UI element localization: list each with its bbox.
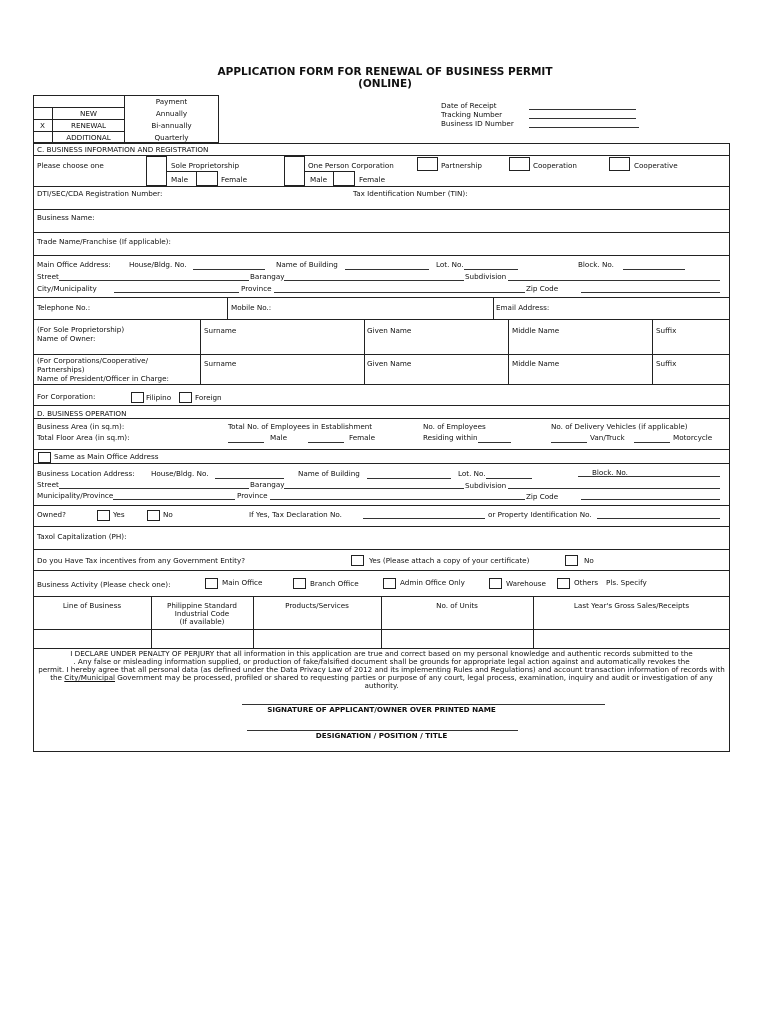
main-city-label: City/Municipality — [37, 284, 97, 293]
loc-muni-label: Municipality/Province — [37, 491, 114, 500]
declaration-line-5: authority. — [364, 681, 399, 690]
payment-header: Payment — [155, 97, 188, 106]
employees-label: Total No. of Employees in Establishment — [228, 422, 373, 431]
loc-barangay-label: Barangay — [250, 480, 285, 489]
dti-label: DTI/SEC/CDA Registration Number: — [37, 189, 163, 198]
loc-building-label: Name of Building — [298, 469, 360, 478]
date-of-receipt-field[interactable] — [529, 109, 636, 110]
sole-proprietorship-label: Sole Proprietorship — [171, 161, 240, 170]
table-header-gross-sales: Last Year's Gross Sales/Receipts — [573, 601, 690, 610]
option-renewal[interactable]: RENEWAL — [70, 121, 107, 130]
foreign-label: Foreign — [195, 393, 222, 402]
loc-zip-label: Zip Code — [526, 492, 559, 501]
loc-subdivision-field[interactable] — [508, 488, 720, 489]
loc-subdivision-label: Subdivision — [465, 481, 507, 490]
date-of-receipt-label: Date of Receipt — [441, 101, 497, 110]
owner-suffix-label: Suffix — [656, 326, 677, 335]
section-d-heading: D. BUSINESS OPERATION — [37, 409, 127, 418]
activity-branch-label: Branch Office — [310, 579, 359, 588]
employees-male-label: Male — [270, 433, 288, 442]
residing-label: Residing within — [423, 433, 478, 442]
opc-female-checkbox[interactable] — [333, 171, 355, 186]
owner-middle-label: Middle Name — [512, 326, 560, 335]
email-label: Email Address: — [496, 303, 550, 312]
main-house-label: House/Bldg. No. — [129, 260, 187, 269]
main-subdivision-field[interactable] — [508, 280, 720, 281]
cooperative-label: Cooperative — [634, 161, 678, 170]
tax-declaration-label: If Yes, Tax Declaration No. — [249, 510, 342, 519]
tracking-number-field[interactable] — [529, 118, 636, 119]
owned-yes-checkbox[interactable] — [97, 510, 110, 521]
loc-barangay-field[interactable] — [284, 488, 464, 489]
loc-lot-field[interactable] — [486, 478, 532, 479]
telephone-label: Telephone No.: — [37, 303, 91, 312]
cooperative-checkbox[interactable] — [609, 157, 630, 171]
owned-no-checkbox[interactable] — [147, 510, 160, 521]
form-title: APPLICATION FORM FOR RENEWAL OF BUSINESS PERMIT — [217, 66, 553, 78]
main-building-label: Name of Building — [276, 260, 338, 269]
business-name-label: Business Name: — [37, 213, 95, 222]
table-header-line-of-business: Line of Business — [62, 601, 122, 610]
incentive-no-checkbox[interactable] — [565, 555, 578, 566]
payment-annually[interactable]: Annually — [155, 109, 188, 118]
pres-surname-label: Surname — [204, 359, 237, 368]
property-id-field[interactable] — [597, 518, 720, 519]
loc-lot-label: Lot. No. — [458, 469, 486, 478]
opc-female-label: Female — [359, 175, 385, 184]
owner-surname-label: Surname — [204, 326, 237, 335]
loc-province-label: Province — [237, 491, 268, 500]
sole-female-label: Female — [221, 175, 247, 184]
activity-others-checkbox[interactable] — [557, 578, 570, 589]
owned-no-label: No — [163, 510, 173, 519]
main-barangay-label: Barangay — [250, 272, 285, 281]
incentive-yes-checkbox[interactable] — [351, 555, 364, 566]
main-block-field[interactable] — [623, 269, 685, 270]
payment-biannually[interactable]: Bi-annually — [151, 121, 192, 130]
employees-female-label: Female — [349, 433, 375, 442]
same-address-label: Same as Main Office Address — [54, 452, 159, 461]
vehicles-label: No. of Delivery Vehicles (if applicable) — [551, 422, 688, 431]
city-municipal-text: City/Municipal — [64, 673, 116, 682]
activity-main-office-checkbox[interactable] — [205, 578, 218, 589]
table-header-psic-1: Philippine Standard — [167, 601, 237, 610]
main-office-label: Main Office Address: — [37, 260, 111, 269]
signature-label: SIGNATURE OF APPLICANT/OWNER OVER PRINTED NAME — [267, 705, 496, 714]
owner-label: Name of Owner: — [37, 334, 96, 343]
loc-block-field[interactable] — [578, 476, 720, 477]
main-street-field[interactable] — [59, 280, 249, 281]
location-label: Business Location Address: — [37, 469, 135, 478]
van-field[interactable] — [551, 442, 587, 443]
male-employees-field[interactable] — [228, 442, 264, 443]
tax-capitalization-label: Taxol Capitalization (PH): — [37, 532, 127, 541]
main-street-label: Street — [37, 272, 59, 281]
female-employees-field[interactable] — [308, 442, 344, 443]
opc-label: One Person Corporation — [308, 161, 394, 170]
activity-main-office-label: Main Office — [222, 578, 263, 587]
property-id-label: or Property Identification No. — [488, 510, 592, 519]
same-address-checkbox[interactable] — [38, 452, 51, 463]
main-province-field[interactable] — [274, 292, 525, 293]
main-lot-label: Lot. No. — [436, 260, 464, 269]
declaration-line-2: . Any false or misleading information supplied, or production of fake/falsified document shall be grounds for appropriate legal action against and automatically revokes the — [73, 657, 690, 666]
payment-quarterly[interactable]: Quarterly — [154, 133, 189, 142]
activity-warehouse-label: Warehouse — [506, 579, 546, 588]
activity-admin-label: Admin Office Only — [400, 578, 465, 587]
pres-suffix-label: Suffix — [656, 359, 677, 368]
loc-province-field[interactable] — [270, 499, 525, 500]
loc-street-field[interactable] — [59, 488, 249, 489]
for-corporation-label: For Corporation: — [37, 392, 96, 401]
declaration-line-4: the City/Municipal Government may be processed, profiled or shared to requesting parties or purpose of any court, legal process, examination, inquiry and audit or investigation of any — [50, 673, 713, 682]
declaration-line-1: I DECLARE UNDER PENALTY OF PERJURY that all information in this application are true and correct based on my personal knowledge and authentic records submitted to the — [70, 649, 693, 658]
tax-declaration-field[interactable] — [363, 518, 485, 519]
table-header-units: No. of Units — [436, 601, 478, 610]
table-header-products: Products/Services — [285, 601, 349, 610]
designation-label: DESIGNATION / POSITION / TITLE — [315, 731, 448, 740]
loc-block-label: Block. No. — [592, 468, 628, 477]
main-city-field[interactable] — [114, 292, 239, 293]
sole-female-checkbox[interactable] — [196, 171, 218, 186]
incentive-no-label: No — [584, 556, 594, 565]
option-additional[interactable]: ADDITIONAL — [66, 133, 111, 142]
partnership-label: Partnership — [441, 161, 482, 170]
activity-others-label: Others — [574, 578, 599, 587]
main-house-field[interactable] — [193, 269, 265, 270]
loc-house-label: House/Bldg. No. — [151, 469, 209, 478]
renewal-mark: X — [40, 121, 45, 130]
sole-male-label: Male — [171, 175, 189, 184]
loc-building-field[interactable] — [367, 478, 451, 479]
owned-label: Owned? — [37, 510, 66, 519]
owned-yes-label: Yes — [113, 510, 125, 519]
president-note-a: (For Corporations/Cooperative/ — [37, 356, 149, 365]
activity-admin-checkbox[interactable] — [383, 578, 396, 589]
loc-street-label: Street — [37, 480, 59, 489]
main-subdivision-label: Subdivision — [465, 272, 507, 281]
main-barangay-field[interactable] — [284, 280, 464, 281]
foreign-checkbox[interactable] — [179, 392, 192, 403]
partnership-checkbox[interactable] — [417, 157, 438, 171]
loc-muni-field[interactable] — [113, 499, 235, 500]
choose-one-label: Please choose one — [37, 161, 104, 170]
main-building-field[interactable] — [345, 269, 429, 270]
declaration-line-3: permit. I hereby agree that all personal data (as defined under the Data Privacy Law of 2012 and its implementing Rules and Regulations) and account transaction information of records with — [38, 665, 725, 674]
no-employees-label: No. of Employees — [423, 422, 486, 431]
activity-branch-checkbox[interactable] — [293, 578, 306, 589]
tax-incentive-label: Do you Have Tax incentives from any Government Entity? — [37, 556, 246, 565]
sole-proprietorship-checkbox[interactable] — [146, 156, 167, 186]
tin-label: Tax Identification Number (TIN): — [353, 189, 468, 198]
owner-note: (For Sole Proprietorship) — [37, 325, 125, 334]
business-id-field[interactable] — [529, 127, 639, 128]
section-c-heading: C. BUSINESS INFORMATION AND REGISTRATION — [37, 145, 209, 154]
option-new[interactable]: NEW — [79, 109, 98, 118]
pres-middle-label: Middle Name — [512, 359, 560, 368]
loc-house-field[interactable] — [215, 478, 284, 479]
floor-area-label: Total Floor Area (in sq.m): — [37, 433, 130, 442]
tracking-number-label: Tracking Number — [441, 110, 503, 119]
table-header-psic-2: Industrial Code — [174, 609, 230, 618]
cooperation-label: Cooperation — [533, 161, 577, 170]
incentive-yes-label: Yes (Please attach a copy of your certificate) — [369, 556, 530, 565]
main-block-label: Block. No. — [578, 260, 614, 269]
main-zip-label: Zip Code — [526, 284, 559, 293]
opc-checkbox[interactable] — [284, 156, 305, 186]
residing-field[interactable] — [478, 442, 511, 443]
cooperation-checkbox[interactable] — [509, 157, 530, 171]
motorcycle-field[interactable] — [634, 442, 670, 443]
activity-label: Business Activity (Please check one): — [37, 580, 171, 589]
pres-given-label: Given Name — [367, 359, 412, 368]
mobile-label: Mobile No.: — [231, 303, 272, 312]
table-header-psic-3: (If available) — [179, 617, 225, 626]
main-zip-field[interactable] — [581, 292, 720, 293]
owner-given-label: Given Name — [367, 326, 412, 335]
filipino-label: Filipino — [146, 393, 172, 402]
form-subtitle: (ONLINE) — [358, 78, 412, 90]
president-label: Name of President/Officer in Charge: — [37, 374, 169, 383]
business-id-label: Business ID Number — [441, 119, 514, 128]
president-note-b: Partnerships) — [37, 365, 85, 374]
loc-zip-field[interactable] — [581, 499, 720, 500]
main-lot-field[interactable] — [464, 269, 518, 270]
activity-warehouse-checkbox[interactable] — [489, 578, 502, 589]
trade-name-label: Trade Name/Franchise (If applicable): — [37, 237, 171, 246]
opc-male-label: Male — [310, 175, 328, 184]
motorcycle-label: Motorcycle — [673, 433, 713, 442]
filipino-checkbox[interactable] — [131, 392, 144, 403]
activity-specify-label: Pls. Specify — [606, 578, 647, 587]
business-area-label: Business Area (in sq.m): — [37, 422, 125, 431]
van-label: Van/Truck — [590, 433, 625, 442]
main-province-label: Province — [241, 284, 272, 293]
